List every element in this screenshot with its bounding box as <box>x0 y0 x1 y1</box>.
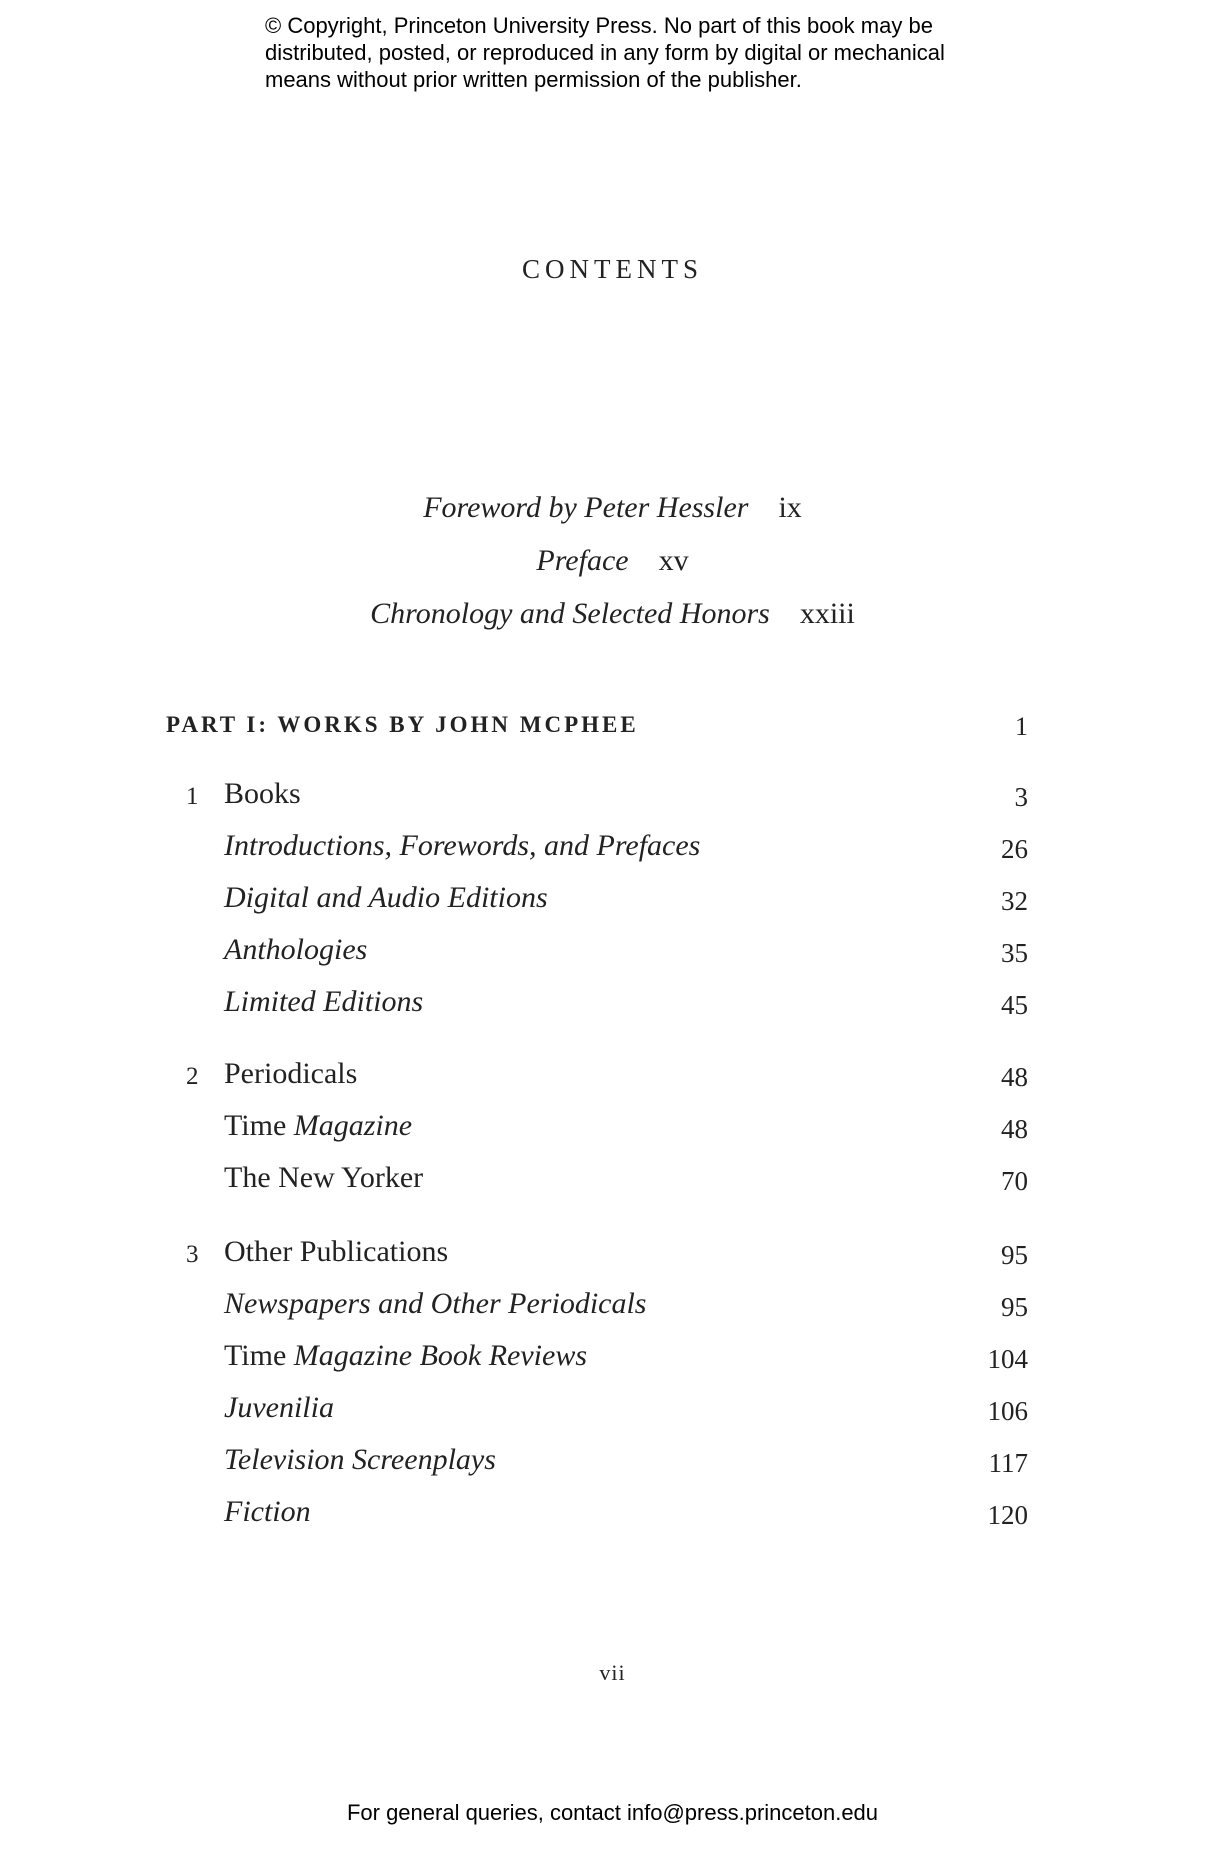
toc-chapter-label: Periodicals <box>224 1057 358 1090</box>
toc-section-label <box>224 930 367 970</box>
contact-footer: For general queries, contact info@press.princeton.edu <box>346 1800 879 1825</box>
toc-section-page: 45 <box>1001 990 1028 1020</box>
toc-section-label <box>224 878 548 918</box>
toc-part-label: PART I: WORKS BY JOHN MCPHEE <box>166 712 639 737</box>
toc-entry-page: ix <box>778 491 802 524</box>
copyright-notice <box>265 12 1025 93</box>
toc-chapter-number: 1 <box>186 783 199 810</box>
toc-section-label-italic: Juvenilia <box>224 1391 334 1424</box>
toc-section[interactable] <box>166 1336 1028 1376</box>
toc-section-label <box>224 1440 496 1480</box>
toc-section[interactable] <box>166 1158 1028 1198</box>
toc-part-heading[interactable] <box>166 712 1028 741</box>
toc-part-page: 1 <box>1015 712 1028 741</box>
toc-section-label-italic: Digital and Audio Editions <box>224 881 548 914</box>
toc-section[interactable] <box>166 1492 1028 1532</box>
toc-section-page: 104 <box>987 1344 1028 1374</box>
toc-chapter-page: 95 <box>1001 1240 1028 1270</box>
toc-section-label-italic: Fiction <box>224 1495 311 1528</box>
toc-section[interactable] <box>166 982 1028 1022</box>
toc-section-label <box>224 1106 412 1146</box>
toc-section-label-roman: Time <box>224 1109 294 1142</box>
toc-section-page: 70 <box>1001 1166 1028 1196</box>
toc-section[interactable] <box>166 1388 1028 1428</box>
toc-chapter-number: 2 <box>186 1063 199 1090</box>
toc-section[interactable] <box>166 878 1028 918</box>
toc-chapter-page: 48 <box>1001 1062 1028 1092</box>
toc-entry-label: Chronology and Selected Honors <box>370 597 770 630</box>
toc-section-label <box>224 1388 334 1428</box>
toc-section[interactable] <box>166 826 1028 866</box>
toc-front-matter-item[interactable] <box>0 543 1225 579</box>
toc-front-matter-item[interactable] <box>0 490 1225 526</box>
toc-entry-label: Preface <box>536 544 629 577</box>
toc-section-label-italic: Magazine <box>293 1109 413 1142</box>
toc-chapter-label: Books <box>224 777 301 810</box>
toc-section-label <box>224 1158 423 1198</box>
copyright-line: means without prior written permission of the publisher. <box>265 67 802 92</box>
toc-section-label <box>224 826 700 866</box>
toc-section-label <box>224 1284 646 1324</box>
toc-chapter-number: 3 <box>186 1241 199 1268</box>
toc-section-page: 95 <box>1001 1292 1028 1322</box>
toc-section-label-roman: The New Yorker <box>224 1161 424 1194</box>
toc-section-page: 117 <box>988 1448 1028 1478</box>
toc-entry-label: Foreword by Peter Hessler <box>423 491 749 524</box>
toc-front-matter-item[interactable] <box>0 596 1225 632</box>
page-number: vii <box>599 1660 626 1685</box>
toc-chapter[interactable] <box>166 1232 1028 1272</box>
toc-chapter-label: Other Publications <box>224 1235 449 1268</box>
toc-section[interactable] <box>166 1106 1028 1146</box>
toc-section-page: 26 <box>1001 834 1028 864</box>
toc-section-label <box>224 1492 311 1532</box>
toc-section-label-italic: Magazine Book Reviews <box>293 1339 588 1372</box>
toc-section-label <box>224 1336 587 1376</box>
toc-chapter-page: 3 <box>1014 782 1028 812</box>
toc-section[interactable] <box>166 1284 1028 1324</box>
toc-chapter[interactable] <box>166 1054 1028 1094</box>
toc-section-label-italic: Newspapers and Other Periodicals <box>224 1287 647 1320</box>
toc-section-label <box>224 982 423 1022</box>
toc-entry-page: xv <box>658 544 689 577</box>
toc-section-page: 106 <box>987 1396 1028 1426</box>
toc-section-page: 32 <box>1001 886 1028 916</box>
toc-section-page: 120 <box>987 1500 1028 1530</box>
toc-section-label-italic: Introductions, Forewords, and Prefaces <box>224 829 701 862</box>
toc-chapter[interactable] <box>166 774 1028 814</box>
toc-section-label-italic: Television Screenplays <box>224 1443 496 1476</box>
toc-section-page: 35 <box>1001 938 1028 968</box>
toc-section[interactable] <box>166 1440 1028 1480</box>
page-title: CONTENTS <box>522 254 703 284</box>
toc-section-label-italic: Limited Editions <box>224 985 424 1018</box>
toc-section-page: 48 <box>1001 1114 1028 1144</box>
toc-section[interactable] <box>166 930 1028 970</box>
toc-entry-page: xxiii <box>799 597 855 630</box>
copyright-line: distributed, posted, or reproduced in any form by digital or mechanical <box>265 40 945 65</box>
toc-section-label-roman: Time <box>224 1339 294 1372</box>
toc-section-label-italic: Anthologies <box>224 933 368 966</box>
copyright-line: © Copyright, Princeton University Press. No part of this book may be <box>265 13 933 38</box>
